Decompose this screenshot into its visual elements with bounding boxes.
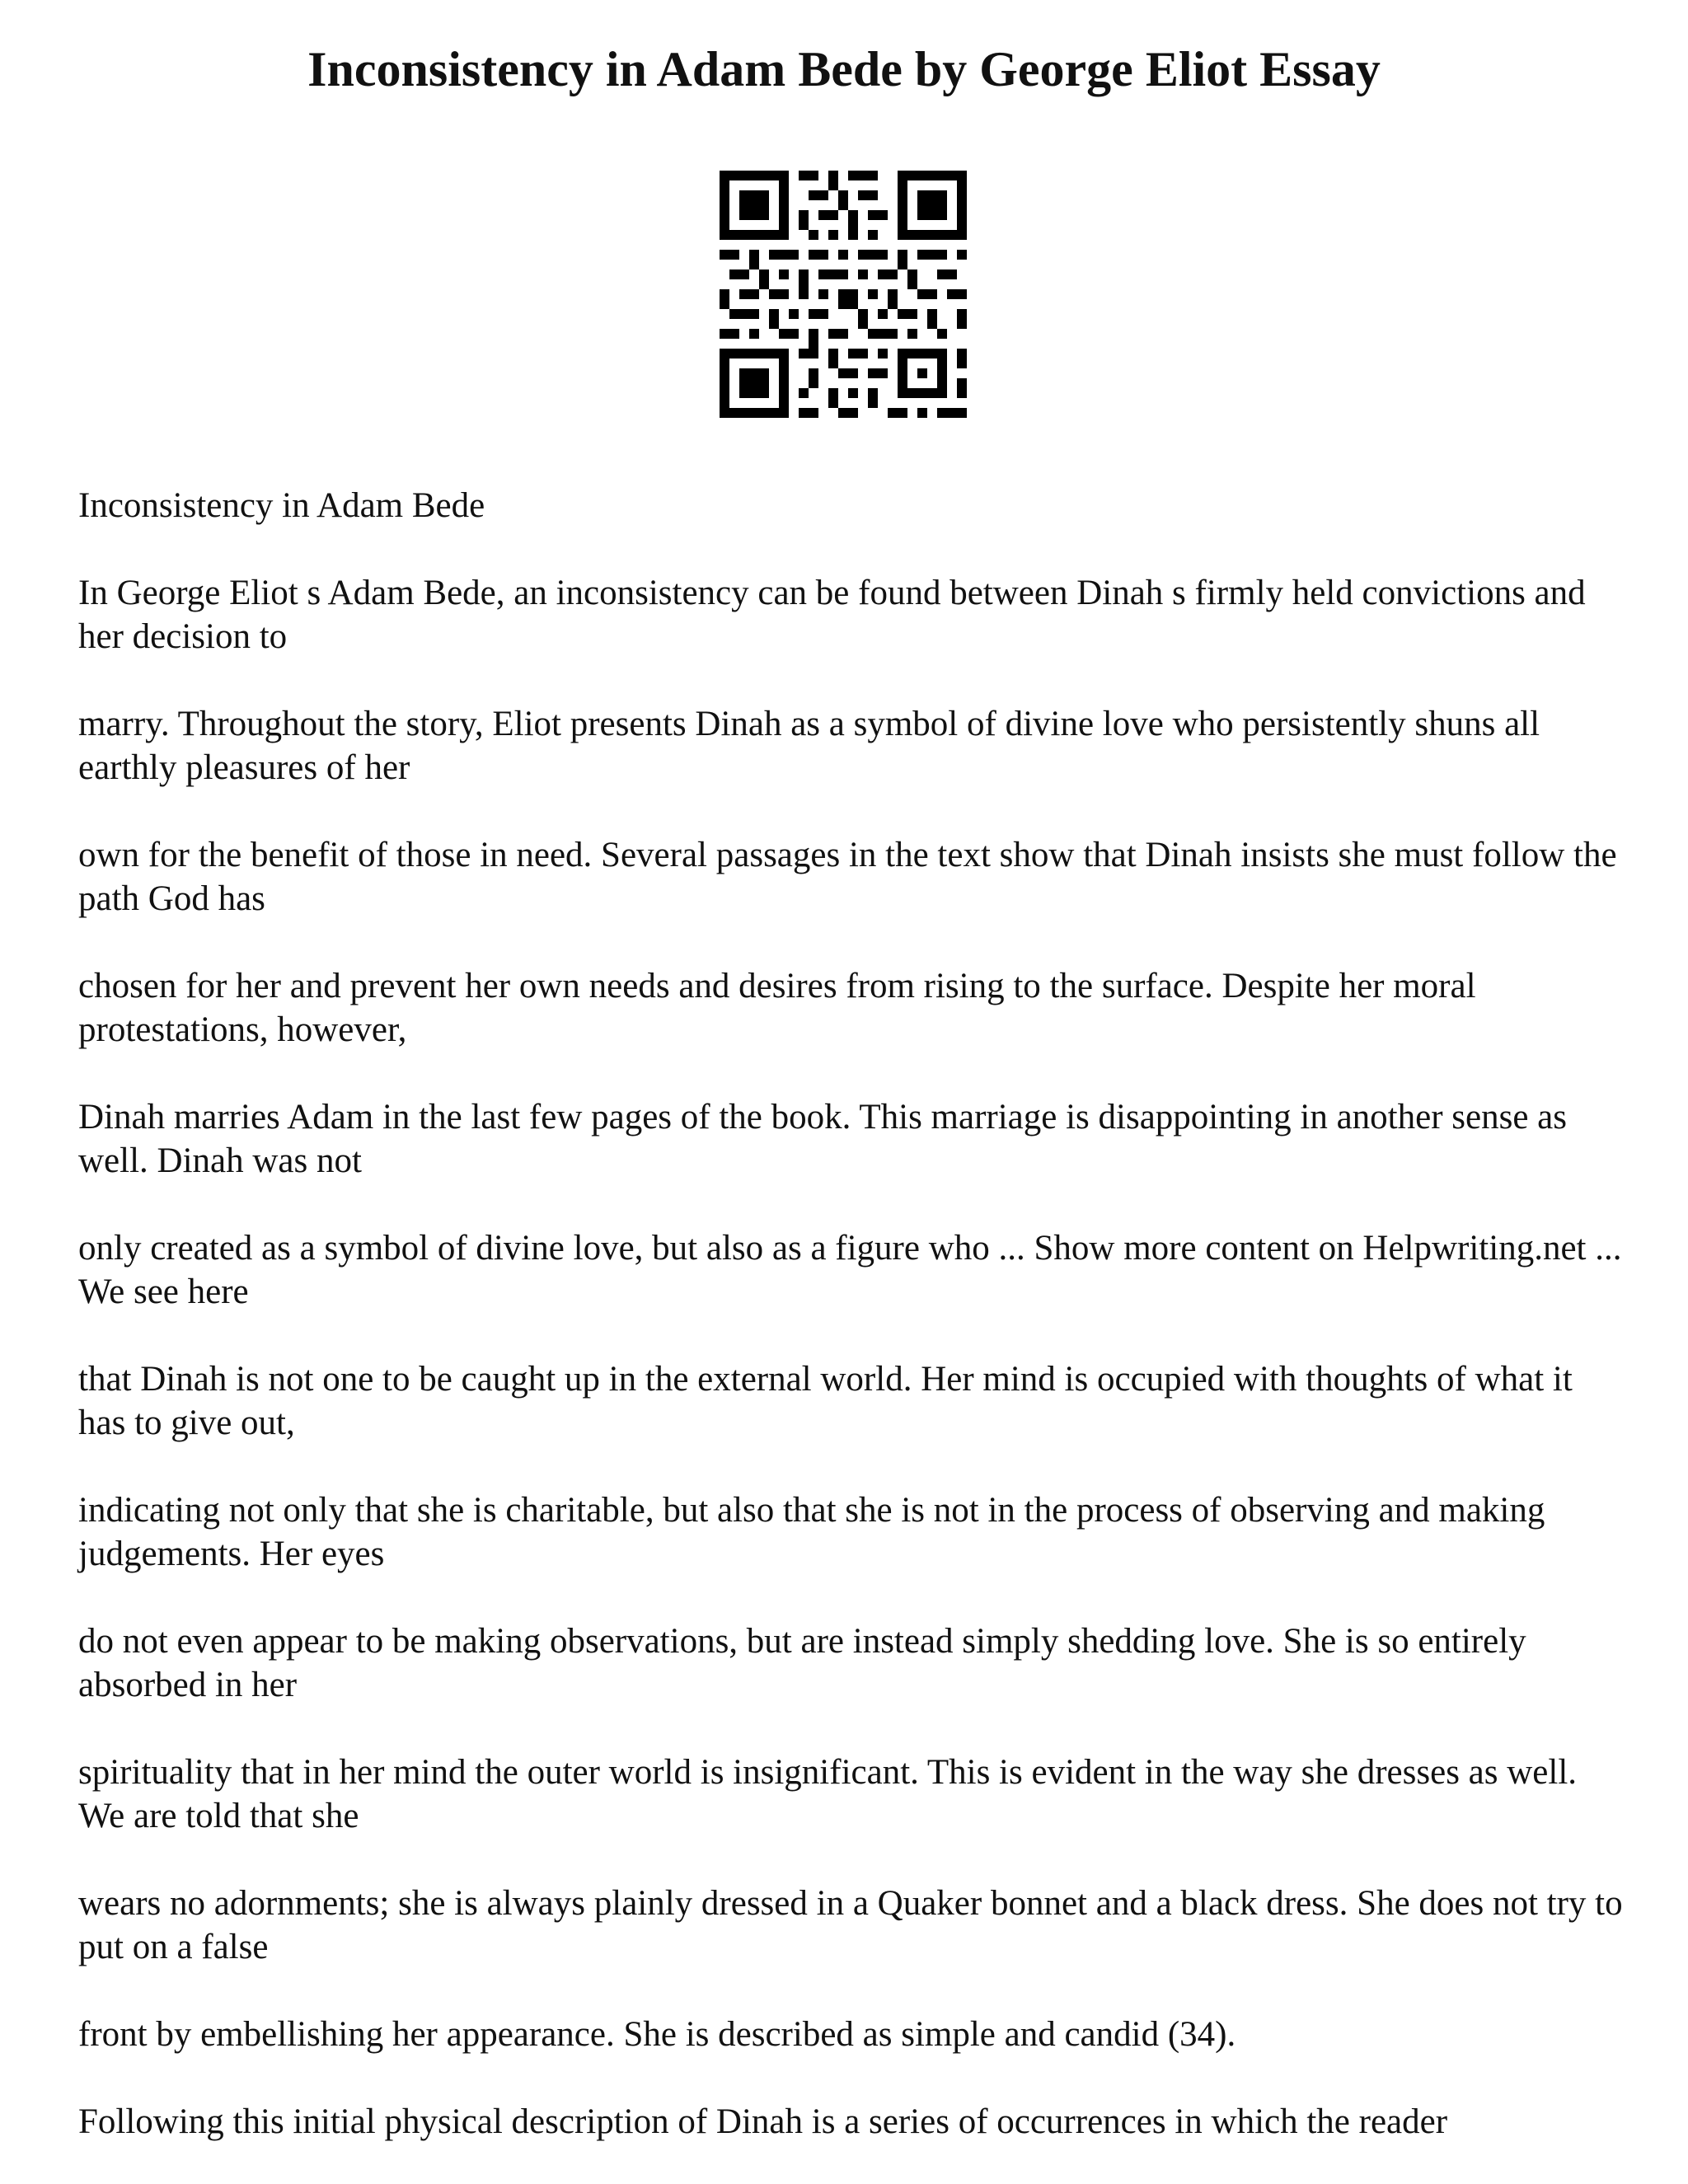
paragraph: do not even appear to be making observations, but are instead simply shedding love. She is so entirely absorbed in her bbox=[78, 1622, 1526, 1704]
paragraph: We see here bbox=[78, 1272, 249, 1311]
paragraph: In George Eliot s Adam Bede, an inconsistency can be found between Dinah s firmly held convictions and her decision to bbox=[78, 574, 1586, 656]
paragraph: wears no adornments; she is always plainly dressed in a Quaker bonnet and a black dress. She does not try to put on a false bbox=[78, 1884, 1623, 1966]
qr-code-icon bbox=[720, 171, 967, 418]
paragraph: front by embellishing her appearance. She is described as simple and candid (34). bbox=[78, 2015, 1236, 2054]
paragraph: Following this initial physical description of Dinah is a series of occurrences in which the reader bbox=[78, 2102, 1448, 2141]
paragraph: that Dinah is not one to be caught up in the external world. Her mind is occupied with thoughts of what it has to give out, bbox=[78, 1360, 1573, 1442]
paragraph: Dinah marries Adam in the last few pages of the book. This marriage is disappointing in another sense as well. Dinah was not bbox=[78, 1098, 1567, 1180]
paragraph: chosen for her and prevent her own needs and desires from rising to the surface. Despite her moral protestations, however, bbox=[78, 967, 1476, 1049]
paragraph: indicating not only that she is charitable, but also that she is not in the process of observing and making judgements. Her eyes bbox=[78, 1491, 1545, 1573]
paragraph: spirituality that in her mind the outer world is insignificant. This is evident in the way she dresses as well. We are told that she bbox=[78, 1753, 1578, 1835]
essay-heading: Inconsistency in Adam Bede bbox=[78, 486, 485, 525]
paragraph: own for the benefit of those in need. Several passages in the text show that Dinah insists she must follow the path God has bbox=[78, 836, 1617, 918]
document-title: Inconsistency in Adam Bede by George Eliot Essay bbox=[307, 42, 1381, 96]
essay-body bbox=[78, 484, 1628, 2184]
paragraph: only created as a symbol of divine love, but also as a figure who ... Show more content on Helpwriting.net ... bbox=[78, 1229, 1622, 1268]
paragraph: marry. Throughout the story, Eliot presents Dinah as a symbol of divine love who persistently shuns all earthly pleasures of her bbox=[78, 705, 1540, 787]
